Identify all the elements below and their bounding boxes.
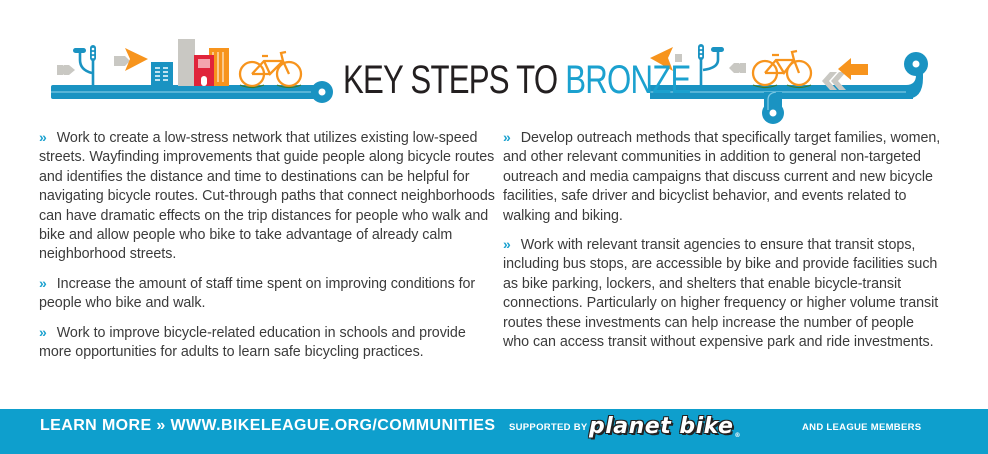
list-item (39, 128, 501, 265)
left-column (39, 128, 501, 371)
list-item (503, 235, 943, 352)
logo-text: planet bike (589, 414, 734, 439)
item-text: Work to improve bicycle-related education in schools and provide more opportunities for adults to learn safe bicycling practices. (39, 324, 466, 361)
item-text: Increase the amount of staff time spent on improving conditions for people who bike and walk. (39, 275, 476, 312)
footer-bar (0, 409, 988, 454)
supported-by-label: SUPPORTED BY (509, 422, 588, 433)
header-banner (0, 0, 988, 128)
arrow-icon (114, 48, 148, 71)
page-title (343, 58, 691, 102)
list-item (39, 323, 501, 363)
bullet-icon: » (503, 236, 511, 253)
list-item (503, 128, 943, 226)
bullet-icon: » (39, 323, 47, 340)
registered-mark: ® (734, 432, 741, 439)
item-text: Work with relevant transit agencies to ensure that transit stops, including bus stops, are accessible by bike and provide facilities such as bike parking, lockers, and shelters that enable bicycle-transit connections. Particularly on higher frequency or higher volume transit routes these investments can help increase the number of people who can access transit without expensive park and ride investments. (503, 237, 939, 351)
arrow-icon (838, 58, 868, 80)
right-column (503, 128, 943, 361)
bicycle-icon (753, 51, 811, 85)
bicycle-icon (240, 52, 301, 86)
bullet-icon: » (39, 129, 47, 145)
title-main: KEY STEPS TO (343, 58, 566, 102)
right-road (650, 52, 928, 124)
league-members-label: AND LEAGUE MEMBERS (802, 422, 922, 433)
item-text: Work to create a low-stress network that utilizes existing low-speed streets. Wayfinding improvements that guide people along bicycle routes and identifies the distance and time to destinations can be helpful for navigating bicycle routes. Cut-through paths that connect neighborhoods can have dramatic effects on the trip distances for people who walk and bike and allow people who bike to take advantage of already calm neighborhood streets. (39, 130, 495, 263)
bullet-icon: » (39, 274, 47, 291)
planet-bike-logo (589, 414, 741, 439)
list-item (39, 274, 501, 314)
item-text: Develop outreach methods that specifically target families, women, and other relevant communities in addition to general non-targeted outreach and media campaigns that discuss current and new bicycle facilities, safe driver and bicyclist behavior, and events related to walking and biking. (503, 130, 941, 224)
traffic-signal-icon (698, 44, 724, 86)
traffic-signal-icon (73, 45, 96, 86)
learn-more-link[interactable]: LEARN MORE » WWW.BIKELEAGUE.ORG/COMMUNITIES (40, 417, 496, 434)
chevron-icon (57, 65, 75, 75)
chevron-icon (729, 63, 746, 73)
building-icon (151, 39, 229, 86)
bullet-icon: » (503, 129, 511, 145)
title-accent: BRONZE (565, 58, 691, 102)
